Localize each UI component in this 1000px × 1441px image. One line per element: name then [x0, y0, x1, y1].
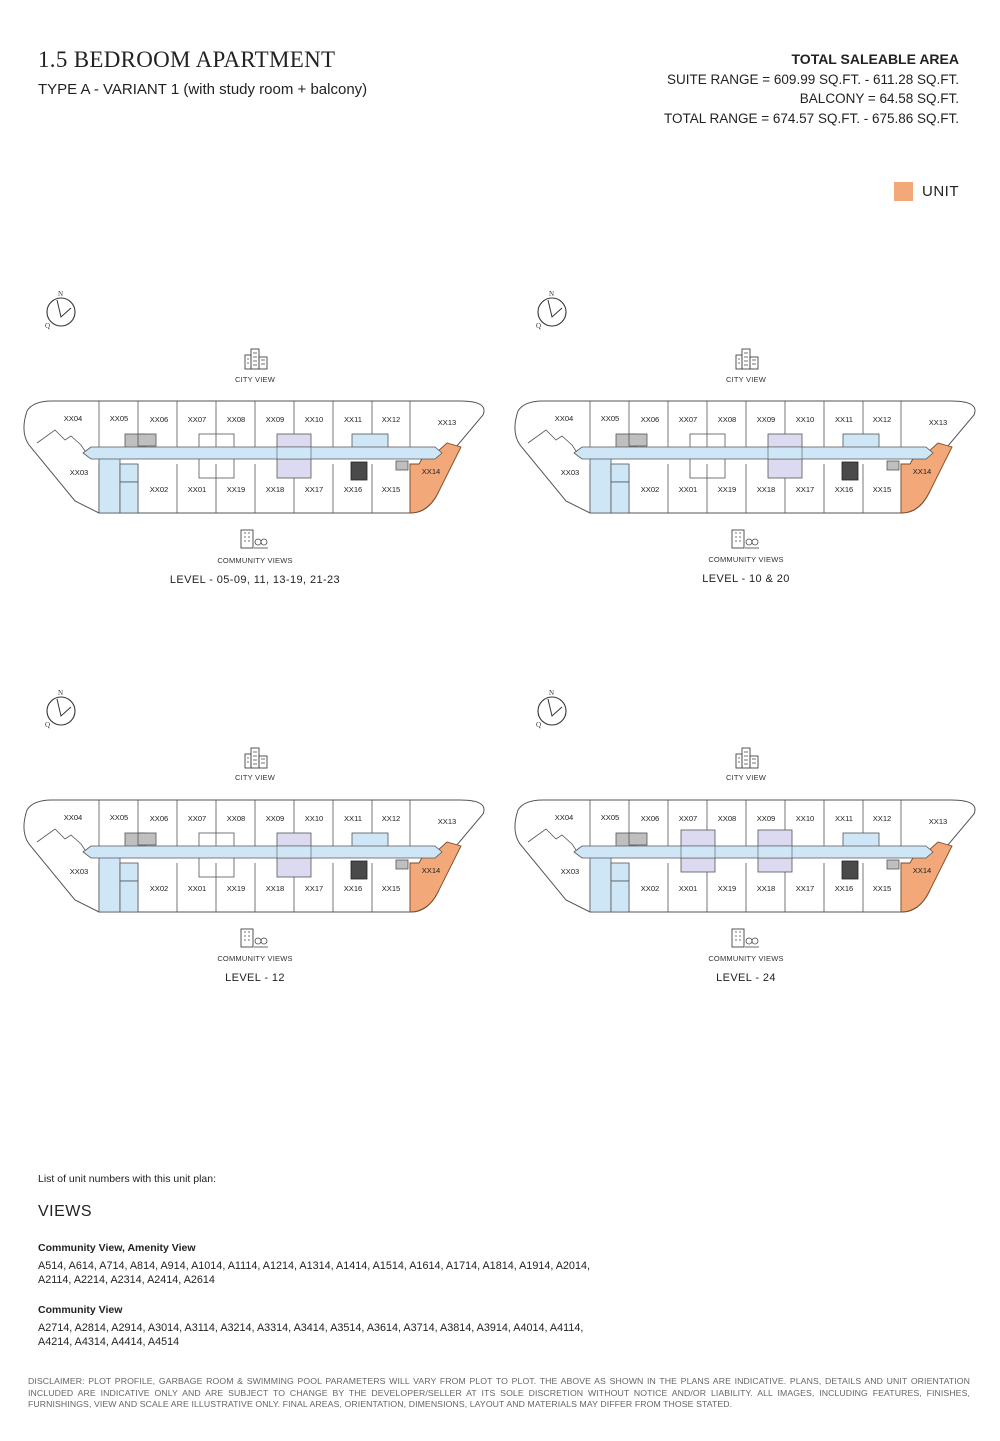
- city-view-icon: [245, 349, 267, 369]
- compass-needle: [57, 699, 71, 716]
- service-room: [629, 434, 647, 446]
- unit-label: XX16: [834, 485, 854, 494]
- area-title: TOTAL SALEABLE AREA: [791, 51, 959, 67]
- compass-ring: [47, 298, 75, 326]
- city-view-label: CITY VIEW: [726, 773, 766, 782]
- building-shape: [732, 530, 744, 548]
- service-room: [396, 461, 408, 470]
- unit-label: XX04: [554, 414, 574, 423]
- unit-label: XX17: [304, 884, 324, 893]
- unit-label: XX04: [63, 813, 83, 822]
- tree-shape: [255, 938, 261, 944]
- unit-label: XX13: [928, 817, 948, 826]
- unit-label: XX10: [304, 814, 324, 823]
- building-windows: [735, 533, 741, 541]
- community-views-icon: [241, 530, 268, 548]
- building-windows: [735, 932, 741, 940]
- legend-label: UNIT: [922, 183, 959, 200]
- compass-needle: [548, 699, 562, 716]
- suite-range: SUITE RANGE = 609.99 SQ.FT. - 611.28 SQ.FT.: [667, 71, 959, 87]
- corridor: [574, 447, 933, 459]
- unit-label: XX15: [872, 485, 892, 494]
- service-room: [138, 833, 156, 845]
- unit-label: XX06: [640, 814, 660, 823]
- floor-plan: [15, 681, 495, 1011]
- unit-label: XX02: [149, 485, 169, 494]
- tree-shape: [752, 539, 758, 545]
- views-heading: VIEWS: [38, 1203, 93, 1220]
- unit-label: XX05: [109, 414, 129, 423]
- unit-label: XX17: [795, 485, 815, 494]
- service-room: [138, 434, 156, 446]
- corridor-segment: [768, 447, 802, 459]
- unit-label: XX02: [149, 884, 169, 893]
- compass-north-letter: N: [549, 290, 555, 298]
- community-views-label: COMMUNITY VIEWS: [217, 954, 293, 963]
- service-room: [887, 461, 899, 470]
- unit-label: XX06: [640, 415, 660, 424]
- unit-label: XX08: [226, 415, 246, 424]
- community-views-icon: [732, 929, 759, 947]
- compass-q-letter: Q: [45, 721, 51, 729]
- lift-core: [99, 455, 120, 513]
- unit-label: XX18: [265, 884, 285, 893]
- unit-label: XX13: [928, 418, 948, 427]
- building-shape: [732, 929, 744, 947]
- unit-label: XX03: [560, 867, 580, 876]
- city-view-icon: [736, 748, 758, 768]
- unit-label: XX07: [187, 814, 207, 823]
- building-shape: [736, 355, 742, 369]
- unit-label: XX08: [717, 415, 737, 424]
- community-views-label: COMMUNITY VIEWS: [708, 954, 784, 963]
- unit-label: XX13: [437, 418, 457, 427]
- unit-list-intro: List of unit numbers with this unit plan:: [38, 1173, 217, 1185]
- compass-icon: [536, 689, 566, 729]
- corridor: [83, 846, 442, 858]
- corridor: [83, 447, 442, 459]
- garbage-shaft: [842, 462, 858, 480]
- unit-label: XX02: [640, 485, 660, 494]
- unit-label: XX03: [69, 867, 89, 876]
- legend-swatch: [894, 182, 913, 201]
- unit-label: XX12: [872, 415, 892, 424]
- unit-label: XX12: [381, 814, 401, 823]
- stair-core: [120, 881, 138, 912]
- compass-q-letter: Q: [536, 721, 542, 729]
- stair-core: [611, 881, 629, 912]
- balcony-area: BALCONY = 64.58 SQ.FT.: [799, 91, 959, 106]
- tree-shape: [255, 539, 261, 545]
- unit-label: XX09: [265, 415, 285, 424]
- level-label: LEVEL - 10 & 20: [702, 573, 790, 585]
- unit-label: XX14: [421, 467, 441, 476]
- view-group: [38, 1304, 618, 1349]
- unit-label: XX15: [381, 485, 401, 494]
- unit-label: XX19: [226, 884, 246, 893]
- compass-needle: [57, 300, 71, 317]
- tree-shape: [261, 539, 267, 545]
- unit-label: XX19: [717, 485, 737, 494]
- unit-label: XX03: [69, 468, 89, 477]
- unit-label: XX08: [226, 814, 246, 823]
- unit-label: XX10: [795, 415, 815, 424]
- floor-plan: [506, 681, 986, 1011]
- view-group-title: Community View, Amenity View: [38, 1242, 196, 1254]
- unit-label: XX05: [600, 414, 620, 423]
- garbage-shaft: [351, 462, 367, 480]
- corridor: [574, 846, 933, 858]
- compass-north-letter: N: [58, 689, 64, 697]
- unit-label: XX07: [187, 415, 207, 424]
- unit-label: XX16: [343, 485, 363, 494]
- building-windows: [244, 932, 250, 940]
- unit-label: XX02: [640, 884, 660, 893]
- building-shape: [245, 355, 251, 369]
- city-view-label: CITY VIEW: [235, 375, 275, 384]
- city-view-label: CITY VIEW: [726, 375, 766, 384]
- garbage-shaft: [351, 861, 367, 879]
- stair-core: [120, 464, 138, 482]
- building-shape: [750, 357, 758, 369]
- building-shape: [259, 756, 267, 768]
- unit-label: XX05: [600, 813, 620, 822]
- compass-ring: [538, 697, 566, 725]
- city-view-icon: [245, 748, 267, 768]
- unit-label: XX07: [678, 415, 698, 424]
- unit-label: XX11: [343, 814, 363, 823]
- lift-core: [590, 854, 611, 912]
- city-view-label: CITY VIEW: [235, 773, 275, 782]
- building-shape: [245, 754, 251, 768]
- building-shape: [742, 748, 750, 768]
- unit-label: XX18: [756, 884, 776, 893]
- view-group-units: A514, A614, A714, A814, A914, A1014, A1114, A1214, A1314, A1414, A1514, A1614, A1714, A1814, A1914, A2014, A2114, A2214, A2314, A2414, A2614: [38, 1260, 590, 1286]
- service-room: [396, 860, 408, 869]
- tree-shape: [746, 539, 752, 545]
- compass-q-letter: Q: [536, 322, 542, 330]
- community-views-label: COMMUNITY VIEWS: [708, 555, 784, 564]
- unit-label: XX16: [834, 884, 854, 893]
- service-room: [629, 833, 647, 845]
- building-shape: [736, 754, 742, 768]
- floor-plan: [15, 282, 495, 612]
- unit-label: XX15: [872, 884, 892, 893]
- level-label: LEVEL - 12: [225, 972, 285, 984]
- unit-label: XX12: [872, 814, 892, 823]
- corridor-segment: [277, 846, 311, 858]
- tree-shape: [261, 938, 267, 944]
- saleable-area-box: [664, 50, 959, 128]
- compass-icon: [536, 290, 566, 330]
- building-windows: [244, 533, 250, 541]
- stair-core: [120, 482, 138, 513]
- level-label: LEVEL - 05-09, 11, 13-19, 21-23: [169, 574, 341, 586]
- unit-label: XX19: [226, 485, 246, 494]
- legend: [894, 182, 959, 201]
- garbage-shaft: [842, 861, 858, 879]
- compass-north-letter: N: [58, 290, 64, 298]
- unit-label: XX01: [187, 485, 207, 494]
- unit-label: XX01: [678, 884, 698, 893]
- building-shape: [742, 349, 750, 369]
- unit-label: XX14: [912, 866, 932, 875]
- unit-label: XX01: [187, 884, 207, 893]
- unit-label: XX15: [381, 884, 401, 893]
- compass-icon: [45, 290, 75, 330]
- unit-label: XX16: [343, 884, 363, 893]
- unit-label: XX11: [834, 814, 854, 823]
- building-shape: [259, 357, 267, 369]
- unit-label: XX09: [265, 814, 285, 823]
- unit-label: XX03: [560, 468, 580, 477]
- view-group: [38, 1242, 618, 1287]
- city-view-icon: [736, 349, 758, 369]
- compass-needle: [548, 300, 562, 317]
- compass-north-letter: N: [549, 689, 555, 697]
- stair-core: [611, 464, 629, 482]
- unit-label: XX05: [109, 813, 129, 822]
- tree-shape: [752, 938, 758, 944]
- page-subtitle: TYPE A - VARIANT 1 (with study room + balcony): [38, 81, 368, 98]
- total-range: TOTAL RANGE = 674.57 SQ.FT. - 675.86 SQ.FT.: [664, 110, 959, 126]
- compass-ring: [538, 298, 566, 326]
- lift-core: [99, 854, 120, 912]
- unit-label: XX04: [554, 813, 574, 822]
- unit-label: XX11: [834, 415, 854, 424]
- unit-label: XX06: [149, 415, 169, 424]
- unit-label: XX01: [678, 485, 698, 494]
- compass-icon: [45, 689, 75, 729]
- stair-core: [611, 482, 629, 513]
- unit-label: XX09: [756, 415, 776, 424]
- unit-label: XX18: [756, 485, 776, 494]
- unit-label: XX17: [795, 884, 815, 893]
- view-group-title: Community View: [38, 1304, 123, 1316]
- compass-q-letter: Q: [45, 322, 51, 330]
- building-shape: [251, 748, 259, 768]
- community-views-icon: [732, 530, 759, 548]
- unit-label: XX19: [717, 884, 737, 893]
- unit-label: XX10: [795, 814, 815, 823]
- unit-label: XX08: [717, 814, 737, 823]
- stair-core: [120, 863, 138, 881]
- unit-label: XX18: [265, 485, 285, 494]
- unit-label: XX10: [304, 415, 324, 424]
- disclaimer: DISCLAIMER: PLOT PROFILE, GARBAGE ROOM & SWIMMING POOL PARAMETERS WILL VARY FROM PLOT TO PLOT. THE ABOVE AS SHOWN IN THE PLANS ARE INDICATIVE. PLANS, DETAILS AND UNIT ORIENTATION INCLUDED ARE INDICATIVE ONLY AND ARE SUBJECT TO CHANGE BY THE DEVELOPER/SELLER AT ITS SOLE DISCRETION WITHOUT NOTICE AND/OR LIABILITY. ALL IMAGES, INCLUDING FEATURES, FINISHES, FURNISHINGS, VIEW AND SCALE ARE ILLUSTRATIVE ONLY. FINAL AREAS, ORIENTATION, DIMENSIONS, LAYOUT AND MATERIALS MAY DIFFER FROM THOSE STATED.: [28, 1376, 970, 1409]
- unit-label: XX09: [756, 814, 776, 823]
- corridor-segment: [758, 846, 792, 858]
- unit-label: XX13: [437, 817, 457, 826]
- stair-core: [611, 863, 629, 881]
- building-shape: [750, 756, 758, 768]
- community-views-label: COMMUNITY VIEWS: [217, 556, 293, 565]
- corridor-segment: [277, 447, 311, 459]
- view-group-units: A2714, A2814, A2914, A3014, A3114, A3214, A3314, A3414, A3514, A3614, A3714, A3814, A3914, A4014, A4114, A4214, A4314, A4414, A4514: [38, 1322, 584, 1348]
- service-room: [887, 860, 899, 869]
- unit-label: XX14: [912, 467, 932, 476]
- unit-label: XX14: [421, 866, 441, 875]
- unit-label: XX04: [63, 414, 83, 423]
- compass-ring: [47, 697, 75, 725]
- tree-shape: [746, 938, 752, 944]
- unit-label: XX12: [381, 415, 401, 424]
- unit-label: XX11: [343, 415, 363, 424]
- corridor-segment: [681, 846, 715, 858]
- level-label: LEVEL - 24: [716, 972, 776, 984]
- building-shape: [241, 929, 253, 947]
- community-views-icon: [241, 929, 268, 947]
- lift-core: [590, 455, 611, 513]
- unit-label: XX06: [149, 814, 169, 823]
- unit-label: XX07: [678, 814, 698, 823]
- building-shape: [241, 530, 253, 548]
- building-shape: [251, 349, 259, 369]
- unit-label: XX17: [304, 485, 324, 494]
- floor-plan: [506, 282, 986, 612]
- page-title: 1.5 BEDROOM APARTMENT: [38, 47, 336, 72]
